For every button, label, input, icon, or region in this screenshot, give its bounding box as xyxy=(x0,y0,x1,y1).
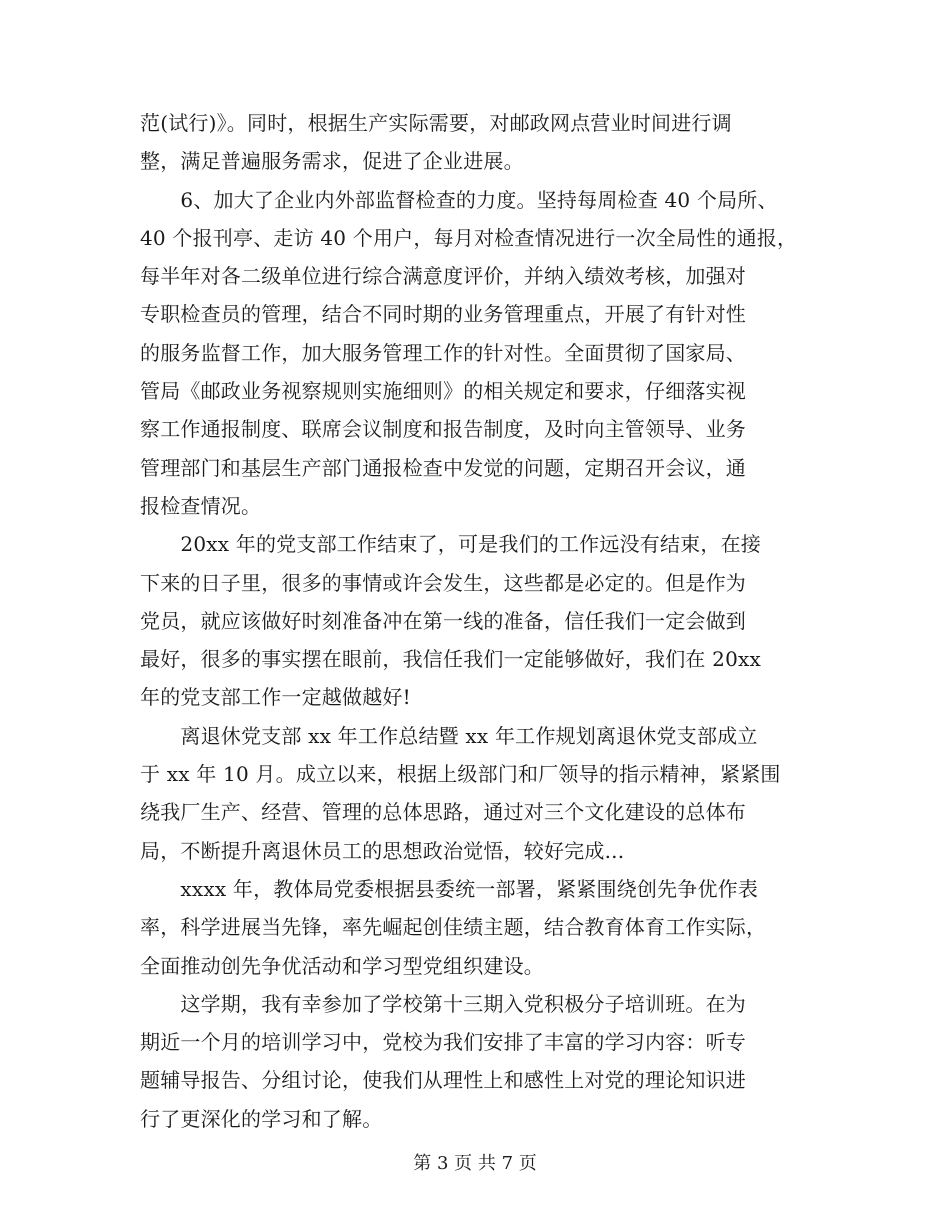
text-line: 全面推动创先争优活动和学习型党组织建设。 xyxy=(140,953,544,978)
text-line: 6、加大了企业内外部监督检查的力度。坚持每周检查 40 个局所、 xyxy=(140,187,778,212)
text-line: 每半年对各二级单位进行综合满意度评价，并纳入绩效考核，加强对 xyxy=(140,264,746,289)
text-line: 40 个报刊亭、走访 40 个用户，每月对检查情况进行一次全局性的通报， xyxy=(140,225,798,250)
text-line: 局，不断提升离退休员工的思想政治觉悟，较好完成... xyxy=(140,838,625,863)
text-line: 的服务监督工作，加大服务管理工作的针对性。全面贯彻了国家局、 xyxy=(140,340,746,365)
text-line: 于 xx 年 10 月。成立以来，根据上级部门和厂领导的指示精神，紧紧围 xyxy=(140,762,781,787)
text-line: 整，满足普遍服务需求，促进了企业进展。 xyxy=(140,149,524,174)
text-line: 最好，很多的事实摆在眼前，我信任我们一定能够做好，我们在 20xx xyxy=(140,647,761,672)
text-line: 率，科学进展当先锋，率先崛起创佳绩主题，结合教育体育工作实际， xyxy=(140,915,767,940)
text-line: 报检查情况。 xyxy=(140,493,262,518)
text-line: 绕我厂生产、经营、管理的总体思路，通过对三个文化建设的总体布 xyxy=(140,800,746,825)
page-number-footer: 第 3 页 共 7 页 xyxy=(413,1153,537,1174)
text-line: xxxx 年，教体局党委根据县委统一部署，紧紧围绕创先争优作表 xyxy=(140,876,759,901)
text-line: 专职检查员的管理，结合不同时期的业务管理重点，开展了有针对性 xyxy=(140,302,746,327)
text-line: 范(试行)》。同时，根据生产实际需要，对邮政网点营业时间进行调 xyxy=(140,111,732,135)
text-line: 行了更深化的学习和了解。 xyxy=(140,1106,383,1131)
text-line: 20xx 年的党支部工作结束了，可是我们的工作远没有结束，在接 xyxy=(140,532,761,557)
text-line: 察工作通报制度、联席会议制度和报告制度，及时向主管领导、业务 xyxy=(140,417,746,442)
text-line: 离退休党支部 xx 年工作总结暨 xx 年工作规划离退休党支部成立 xyxy=(140,723,758,748)
body-text xyxy=(140,104,830,1138)
text-line: 管理部门和基层生产部门通报检查中发觉的问题，定期召开会议，通 xyxy=(140,455,746,480)
text-line: 党员，就应该做好时刻准备冲在第一线的准备，信任我们一定会做到 xyxy=(140,608,746,633)
text-line: 年的党支部工作一定越做越好! xyxy=(140,685,411,710)
text-line: 这学期，我有幸参加了学校第十三期入党积极分子培训班。在为 xyxy=(140,991,746,1016)
text-line: 管局《邮政业务视察规则实施细则》的相关规定和要求，仔细落实视 xyxy=(140,379,746,404)
text-line: 期近一个月的培训学习中，党校为我们安排了丰富的学习内容：听专 xyxy=(140,1030,746,1055)
text-line: 题辅导报告、分组讨论，使我们从理性上和感性上对党的理论知识进 xyxy=(140,1068,746,1093)
text-line: 下来的日子里，很多的事情或许会发生，这些都是必定的。但是作为 xyxy=(140,570,746,595)
